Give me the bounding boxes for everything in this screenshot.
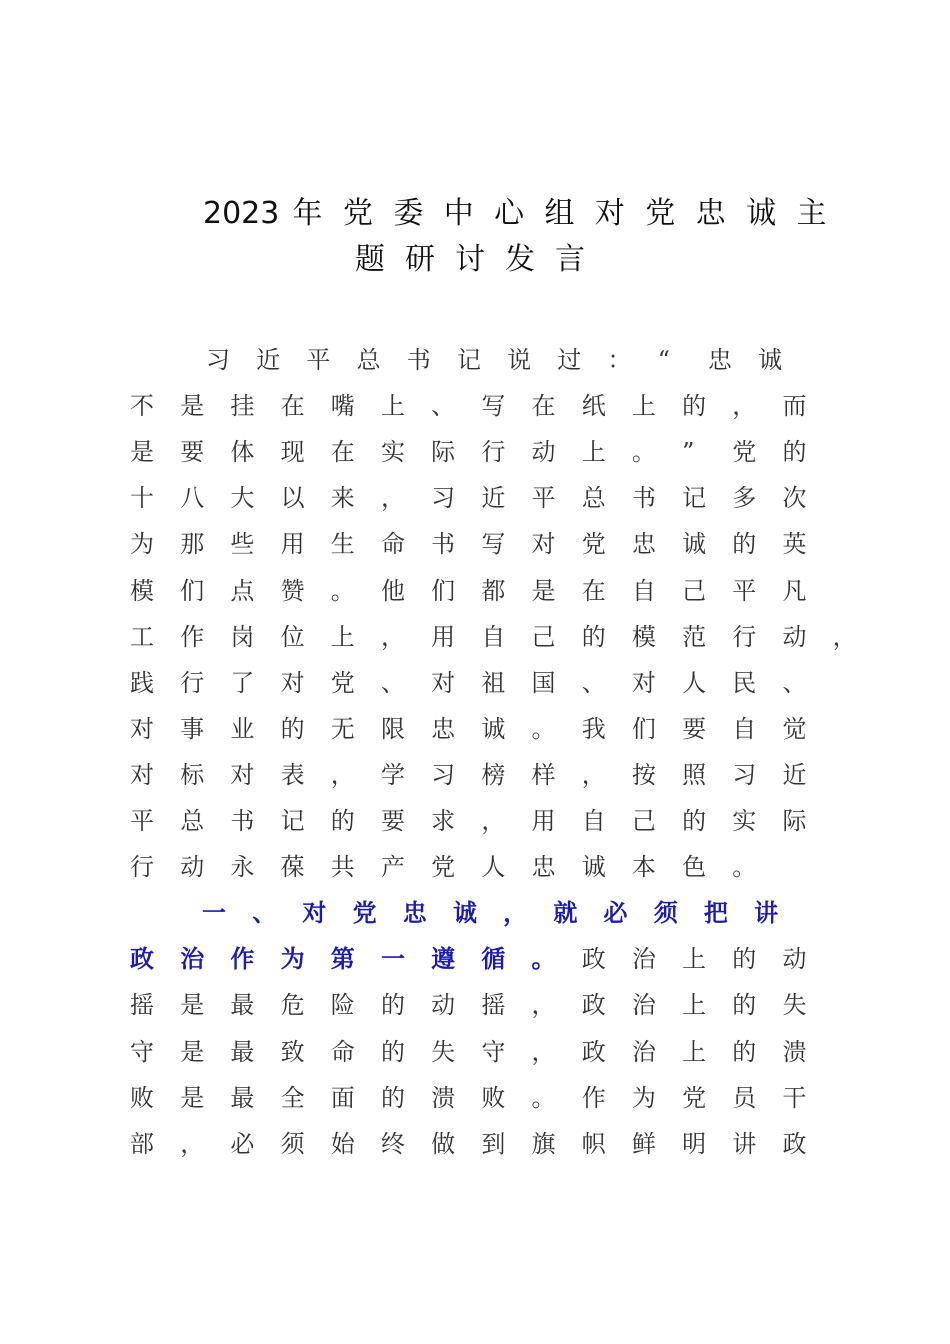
body-line: 一 、 对 党 忠 诚 ， 就 必 须 把 讲 <box>202 898 779 928</box>
document-title-line-2 <box>345 234 595 278</box>
body-line: 守 是 最 致 命 的 失 守 ， 政 治 上 的 溃 <box>130 1037 807 1066</box>
body-line: 十 八 大 以 来 ， 习 近 平 总 书 记 多 次 <box>130 484 807 513</box>
body-line: 践 行 了 对 党 、 对 祖 国 、 对 人 民 、 <box>130 668 807 697</box>
body-line: 部 ， 必 须 始 终 做 到 旗 帜 鲜 明 讲 政 <box>130 1129 807 1158</box>
body-line: 行 动 永 葆 共 产 党 人 忠 诚 本 色 。 <box>130 853 757 882</box>
title-line-2-text: 题 研 讨 发 言 <box>355 242 585 277</box>
body-line: 政 治 作 为 第 一 遵 循 。 政 治 上 的 动 <box>130 944 807 974</box>
body-line: 模 们 点 赞 。 他 们 都 是 在 自 己 平 凡 <box>130 576 807 605</box>
body-line: 是 要 体 现 在 实 际 行 动 上 。 ” 党 的 <box>130 438 807 467</box>
body-line: 败 是 最 全 面 的 溃 败 。 作 为 党 员 干 <box>130 1083 807 1112</box>
title-year: 2023 <box>203 196 280 231</box>
body-line: 对 事 业 的 无 限 忠 诚 。 我 们 要 自 觉 <box>130 714 807 743</box>
body-line: 对 标 对 表 ， 学 习 榜 样 ， 按 照 习 近 <box>130 760 807 789</box>
body-line: 不 是 挂 在 嘴 上 、 写 在 纸 上 的 ， 而 <box>130 392 807 421</box>
title-line-1-text: 年 党 委 中 心 组 对 党 忠 诚 主 <box>292 196 827 231</box>
body-line: 工 作 岗 位 上 ， 用 自 己 的 模 范 行 动 ， <box>130 622 857 651</box>
body-line: 习 近 平 总 书 记 说 过 ： “ 忠 诚 <box>206 346 783 374</box>
document-title-line-1 <box>203 188 837 232</box>
body-line: 摇 是 最 危 险 的 动 摇 ， 政 治 上 的 失 <box>130 991 807 1020</box>
body-line: 平 总 书 记 的 要 求 ， 用 自 己 的 实 际 <box>130 807 807 835</box>
body-line: 为 那 些 用 生 命 书 写 对 党 忠 诚 的 英 <box>130 530 807 559</box>
